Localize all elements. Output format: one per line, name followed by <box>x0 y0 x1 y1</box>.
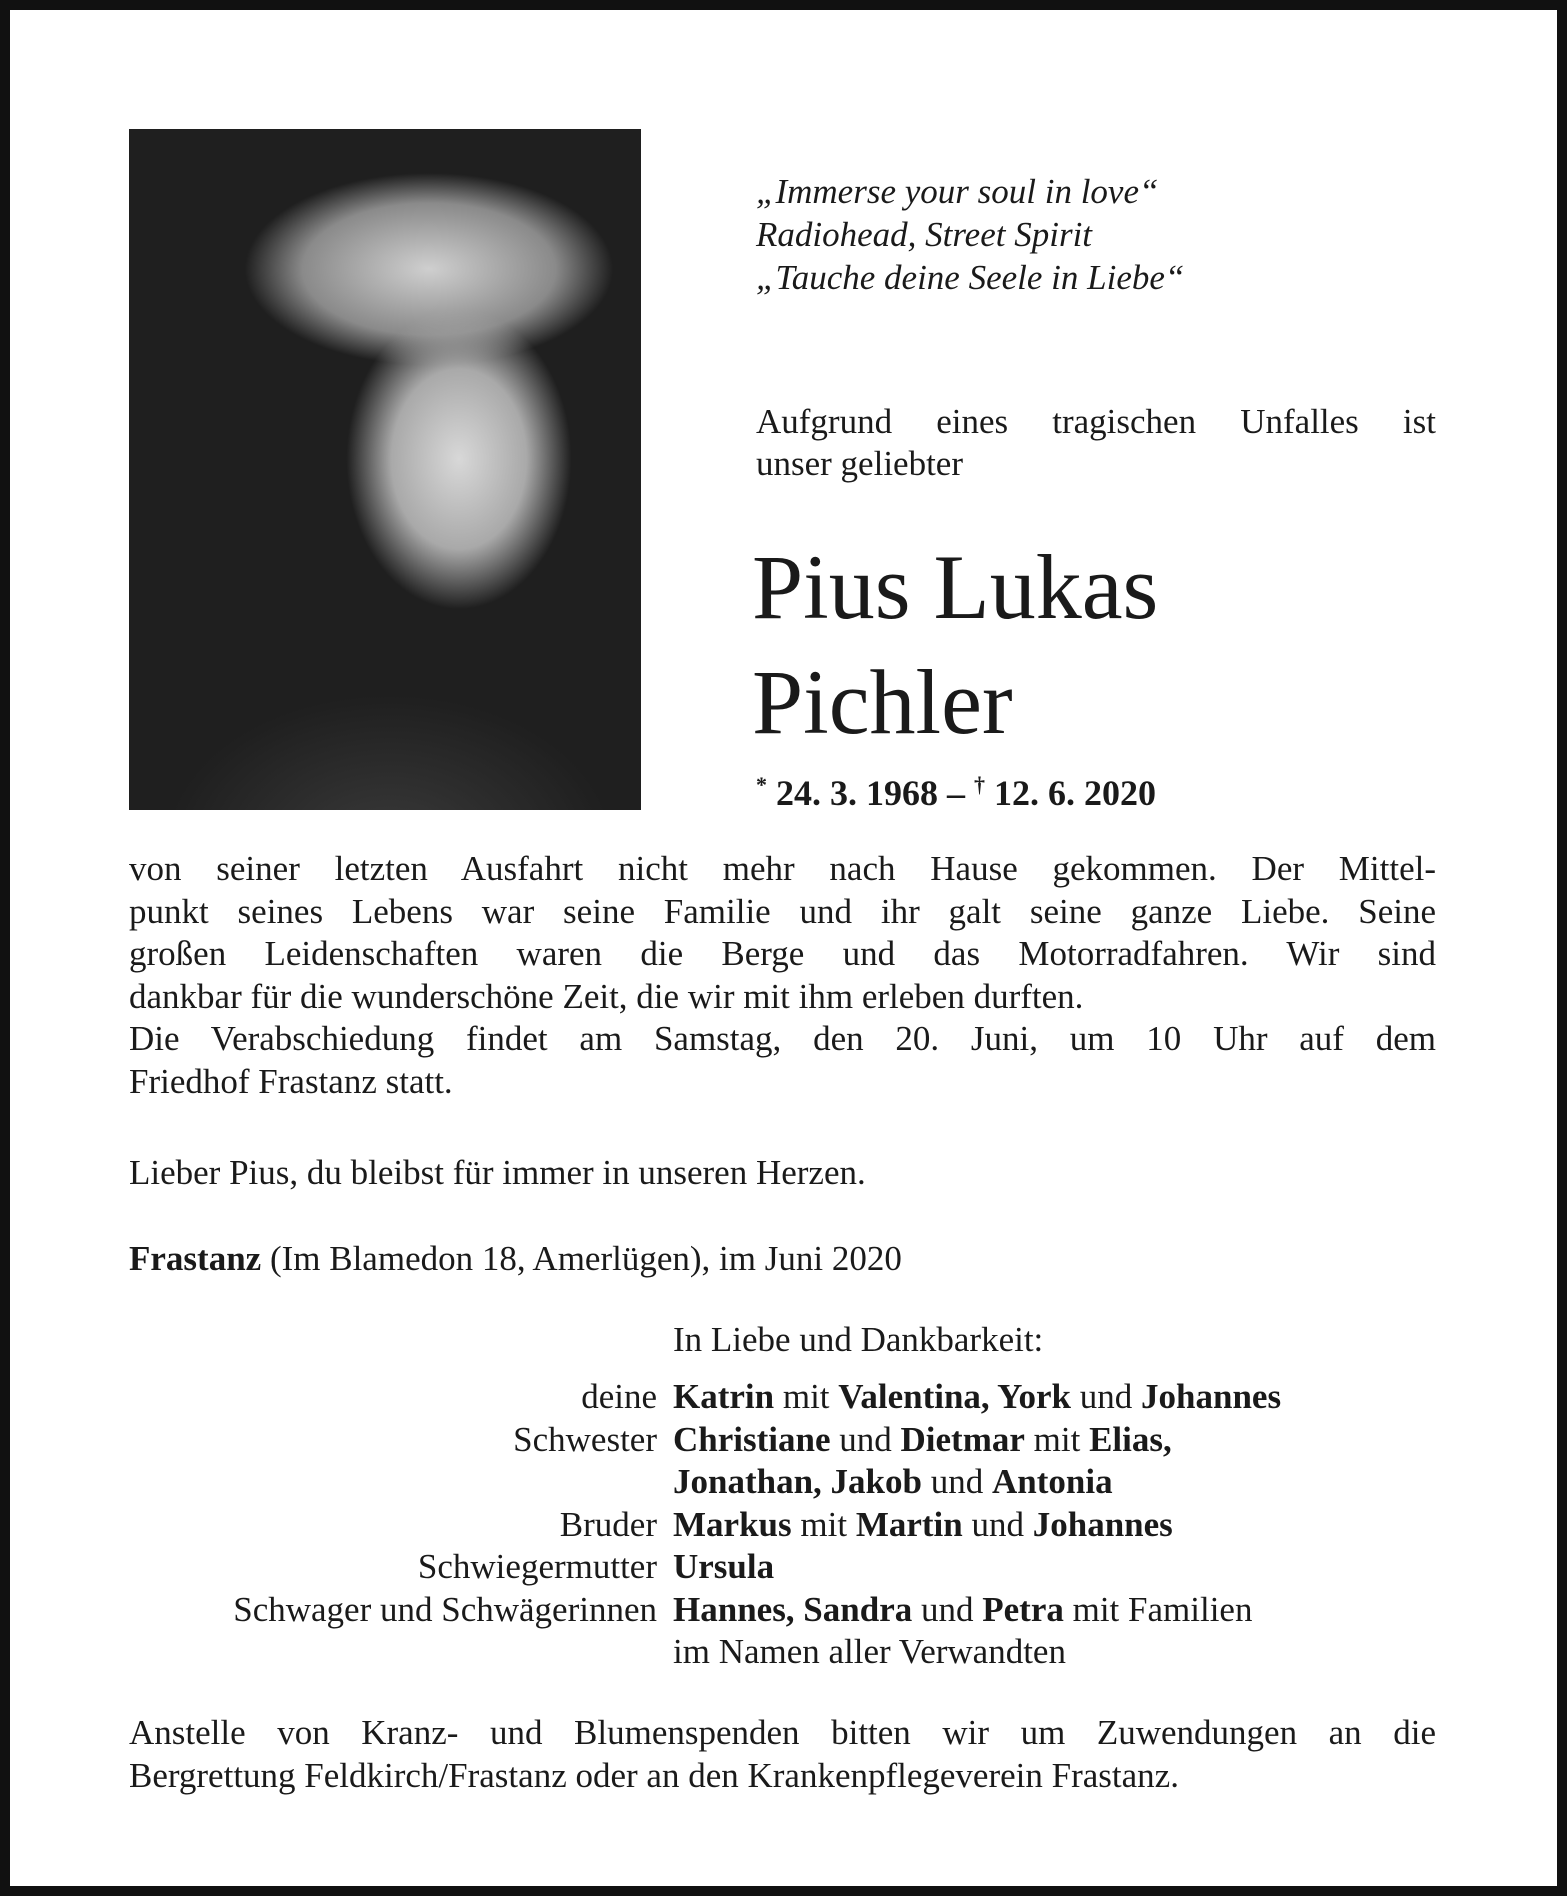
connector-text: mit <box>774 1377 839 1416</box>
mourner-names <box>673 1589 1252 1632</box>
mourner-name: Hannes, Sandra <box>673 1589 913 1629</box>
quote-source: Radiohead, Street Spirit <box>756 215 1093 254</box>
life-dates <box>756 772 1156 814</box>
connector-text: und <box>830 1419 901 1459</box>
portrait-photo <box>129 129 641 810</box>
death-symbol: † <box>974 772 985 797</box>
mourner-name: Antonia <box>991 1462 1113 1501</box>
relation-label: Bruder <box>559 1504 657 1544</box>
birth-symbol: * <box>756 772 767 797</box>
mourner-name: Johannes <box>1141 1377 1282 1416</box>
intro-line: unser geliebter <box>756 444 963 483</box>
mourner-name: Johannes <box>1032 1504 1173 1544</box>
death-date: 12. 6. 2020 <box>994 773 1156 813</box>
body-line: großen Leidenschaften waren die Berge und das Motorradfahren. Wir sind <box>129 934 1436 973</box>
mourner-row <box>129 1504 1281 1547</box>
mourner-names <box>673 1504 1173 1547</box>
body-line: Friedhof Frastanz statt. <box>129 1061 453 1101</box>
donation-line: Anstelle von Kranz- und Blumenspenden bitten wir um Zuwendungen an die <box>129 1713 1436 1752</box>
connector-text: mit Familien <box>1063 1589 1253 1629</box>
mourner-row <box>129 1631 1281 1674</box>
mourner-row <box>129 1376 1281 1419</box>
mourner-name: Christiane <box>673 1419 831 1459</box>
farewell-text: Lieber Pius, du bleibst für immer in unseren Herzen. <box>129 1153 866 1192</box>
relation-label <box>129 1631 673 1674</box>
connector-text: mit <box>1024 1419 1090 1459</box>
relation-label <box>129 1461 673 1504</box>
mourner-row <box>129 1546 1281 1589</box>
donation-note <box>129 1712 1436 1797</box>
relation-label: Schwester <box>513 1419 657 1459</box>
mourner-name: Valentina, York <box>838 1377 1072 1416</box>
place-address: (Im Blamedon 18, Amerlügen), im Juni 2020 <box>261 1239 902 1278</box>
intro-text <box>756 401 1436 485</box>
mourner-names <box>673 1461 1113 1504</box>
deceased-name <box>752 530 1158 760</box>
connector-text: und <box>912 1589 983 1629</box>
donation-line: Bergrettung Feldkirch/Frastanz oder an den Krankenpflegeverein Frastanz. <box>129 1755 1179 1795</box>
relation-label: Schwiegermutter <box>417 1547 657 1586</box>
quote-translation: „Tauche deine Seele in Liebe“ <box>756 258 1185 297</box>
body-line: punkt seines Lebens war seine Familie und ihr galt seine ganze Liebe. Seine <box>129 891 1436 931</box>
connector-text: im Namen aller Verwandten <box>673 1632 1066 1671</box>
epigraph-quote <box>756 170 1184 299</box>
body-line: dankbar für die wunderschöne Zeit, die wir mit ihm erleben durften. <box>129 976 1084 1016</box>
place-date <box>129 1239 902 1279</box>
connector-text: und <box>1071 1377 1142 1416</box>
connector-text: und <box>921 1462 992 1501</box>
mourner-name: Katrin <box>673 1377 775 1416</box>
intro-line: Aufgrund eines tragischen Unfalles ist <box>756 402 1436 441</box>
mourner-name: Jonathan, Jakob <box>673 1462 922 1501</box>
relation-label: deine <box>581 1377 657 1416</box>
connector-text: mit <box>791 1504 856 1544</box>
mourner-name: Elias, <box>1089 1419 1172 1459</box>
name-line: Pichler <box>752 651 1013 753</box>
body-text <box>129 848 1436 1103</box>
body-line: von seiner letzten Ausfahrt nicht mehr nach Hause gekommen. Der Mittel- <box>129 849 1436 888</box>
mourner-names <box>673 1419 1172 1462</box>
connector-text: und <box>962 1504 1033 1544</box>
place-town: Frastanz <box>129 1239 262 1278</box>
thanks-heading: In Liebe und Dankbarkeit: <box>673 1320 1044 1359</box>
name-line: Pius Lukas <box>752 536 1159 638</box>
mourner-row <box>129 1589 1281 1632</box>
mourner-row <box>129 1419 1281 1462</box>
mourner-names <box>673 1546 774 1589</box>
mourner-row <box>129 1461 1281 1504</box>
body-line: Die Verabschiedung findet am Samstag, den 20. Juni, um 10 Uhr auf dem <box>129 1019 1436 1058</box>
birth-date: 24. 3. 1968 – <box>776 773 974 813</box>
mourner-names <box>673 1376 1281 1419</box>
relation-label: Schwager und Schwägerinnen <box>233 1589 657 1629</box>
quote-line: „Immerse your soul in love“ <box>756 172 1159 211</box>
mourners-list <box>129 1376 1281 1674</box>
mourner-name: Martin <box>855 1504 963 1544</box>
mourner-name: Ursula <box>673 1547 775 1586</box>
mourner-name: Markus <box>673 1504 792 1544</box>
mourner-names <box>673 1631 1066 1674</box>
mourner-name: Dietmar <box>900 1419 1025 1459</box>
mourner-name: Petra <box>982 1589 1064 1629</box>
